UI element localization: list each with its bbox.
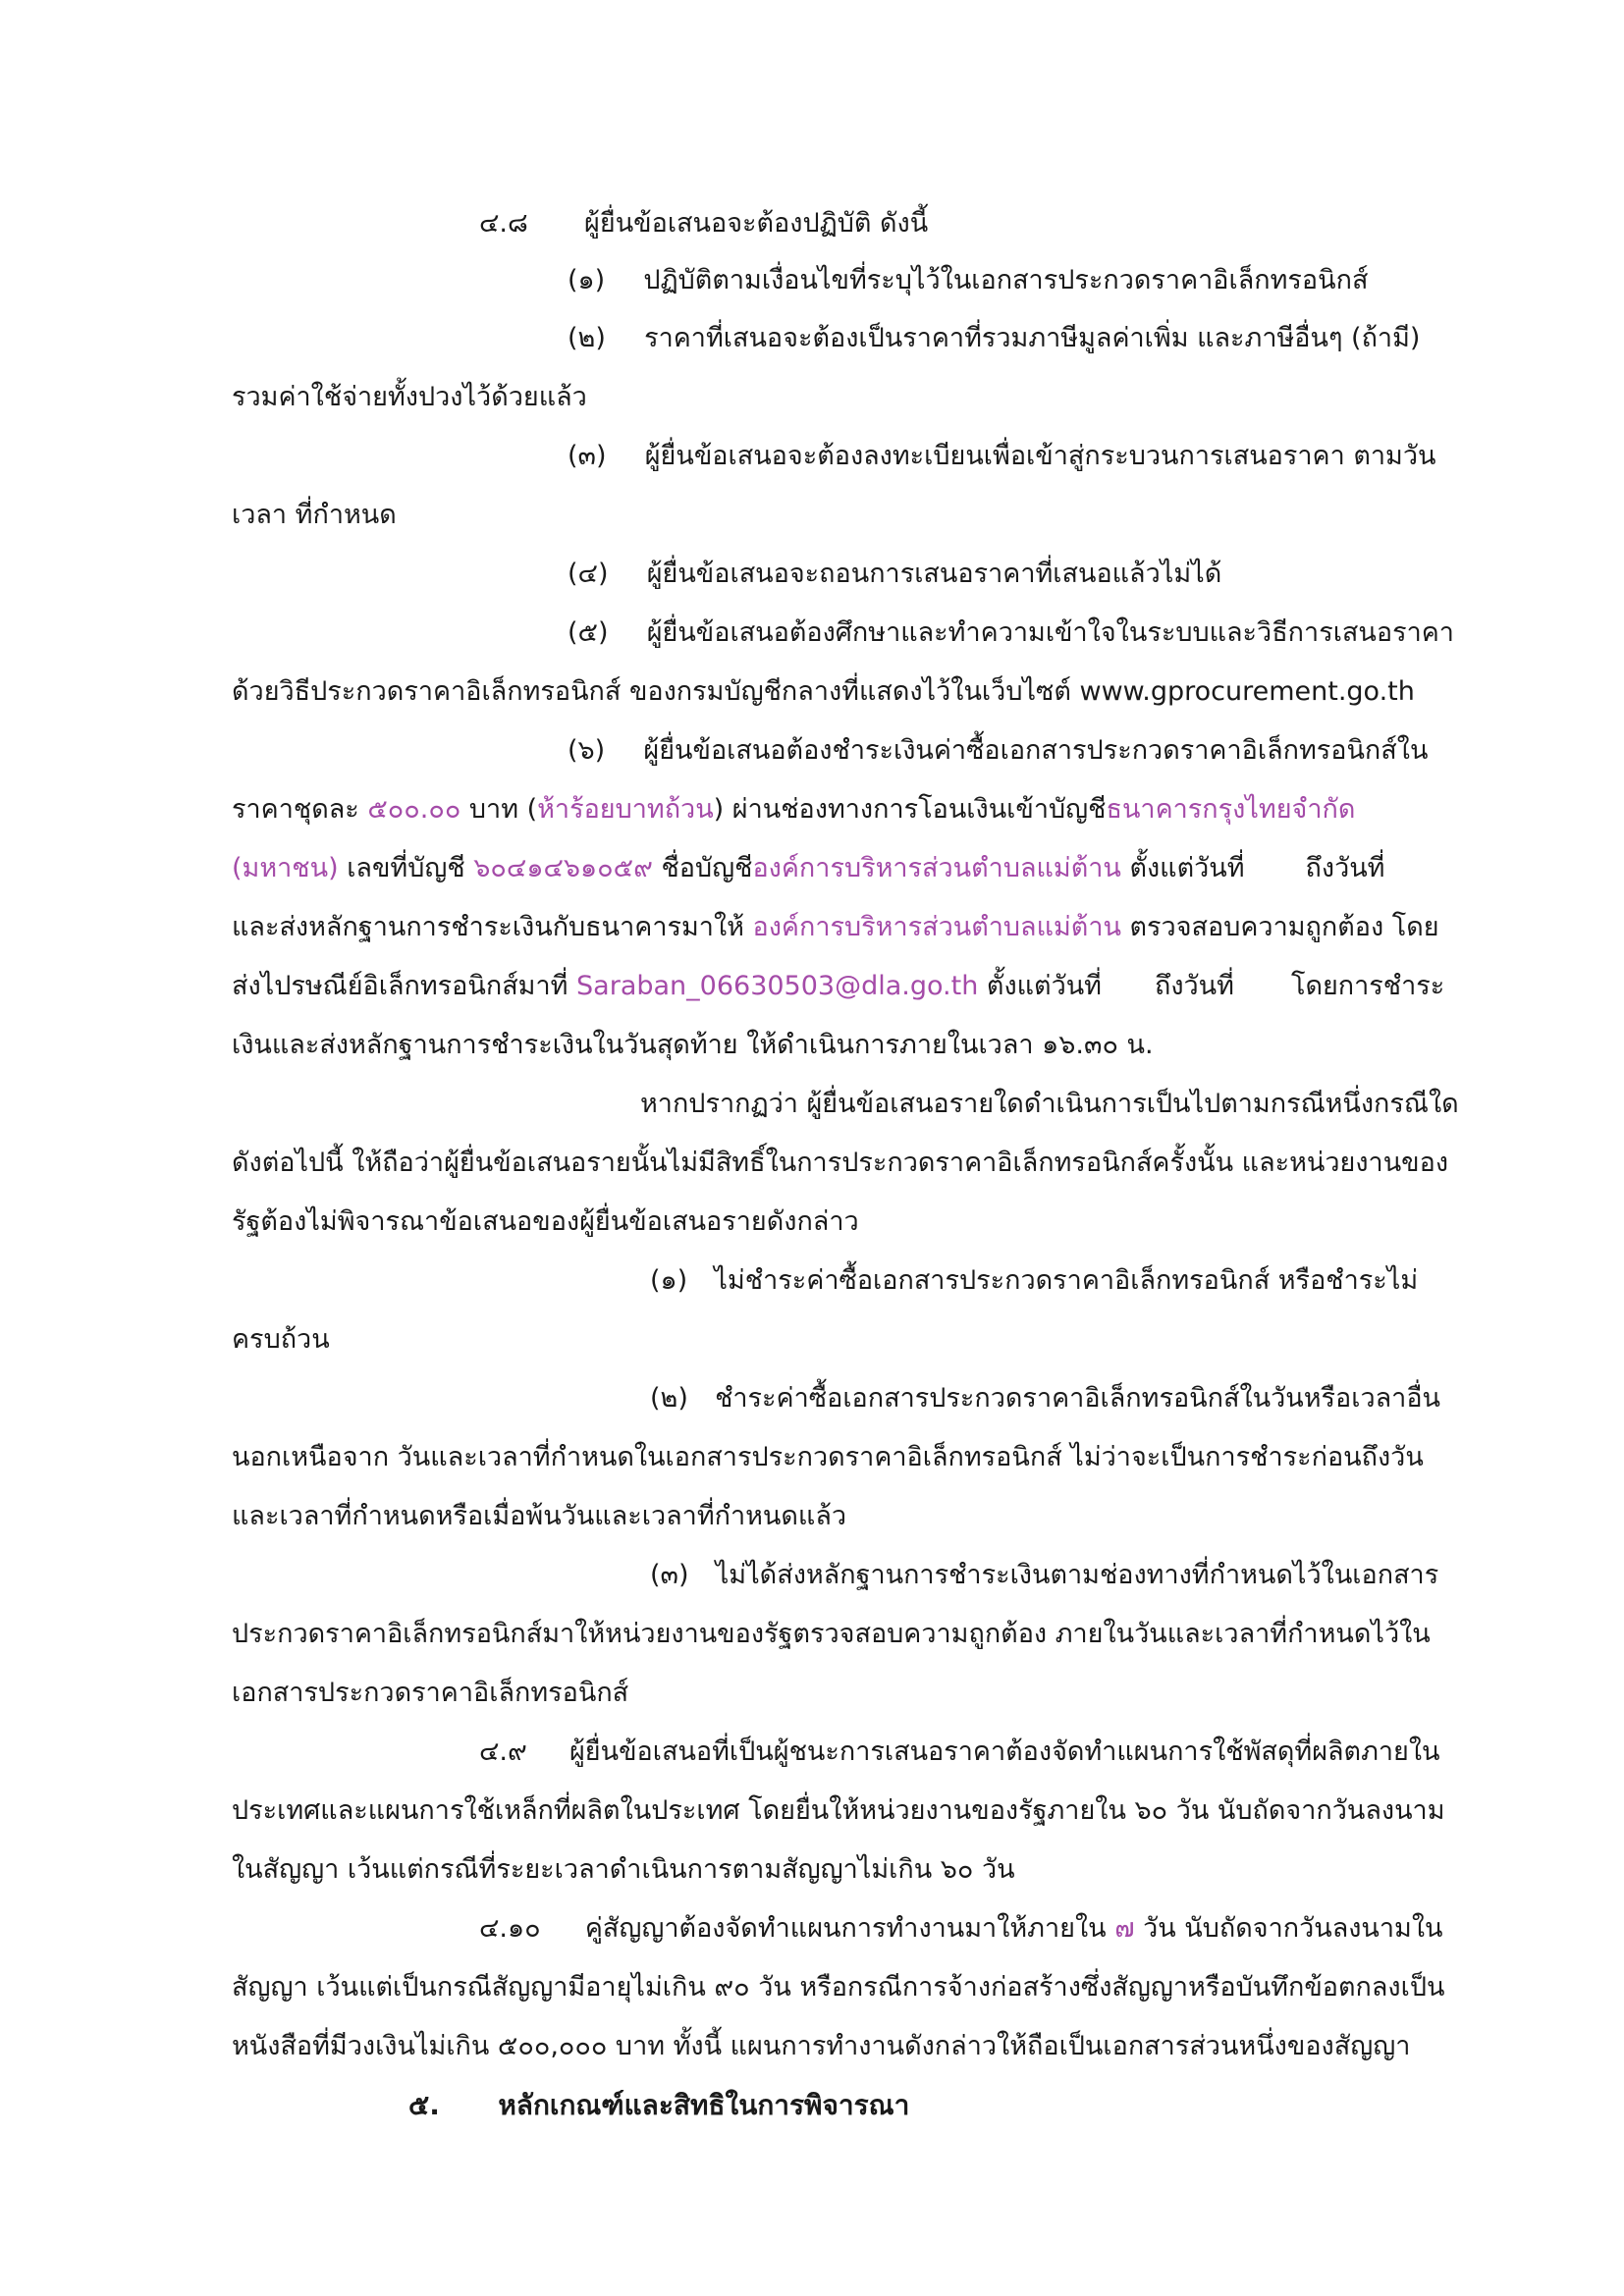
price-value: ๕๐๐.๐๐ — [367, 794, 461, 825]
payment-text: ราคาชุดละ — [232, 794, 368, 825]
case-2-continuation-2: และเวลาที่กำหนดหรือเมื่อพ้นวันและเวลาที่กำหนดแล้ว — [232, 1501, 847, 1531]
case-number: (๑) — [650, 1265, 688, 1296]
payment-line-4 — [232, 959, 1444, 1014]
payment-line-2 — [232, 841, 1384, 896]
item-text: ผู้ยื่นข้อเสนอต้องศึกษาและทำความเข้าใจในระบบและวิธีการเสนอราคา — [646, 617, 1454, 648]
case-1-continuation: ครบถ้วน — [232, 1324, 330, 1355]
payment-text: ) ผ่านช่องทางการโอนเงินเข้าบัญชี — [713, 794, 1107, 825]
item-number: (๒) — [568, 323, 606, 353]
payment-text: ชื่อบัญชี — [652, 853, 753, 883]
rules-line-2: ดังต่อไปนี้ ให้ถือว่าผู้ยื่นข้อเสนอรายนั้นไม่มีสิทธิ์ในการประกวดราคาอิเล็กทรอนิกส์ครั้งนั้น และหน่วยงานของ — [232, 1148, 1449, 1178]
item-text: ผู้ยื่นข้อเสนอต้องชำระเงินค่าซื้อเอกสารประกวดราคาอิเล็กทรอนิกส์ใน — [643, 735, 1429, 766]
case-3-line — [650, 1548, 1438, 1603]
section-4-9-continuation-1: ประเทศและแผนการใช้เหล็กที่ผลิตในประเทศ โดยยื่นให้หน่วยงานของรัฐภายใน ๖๐ วัน นับถัดจากวันลงนาม — [232, 1795, 1445, 1826]
rules-line-3: รัฐต้องไม่พิจารณาข้อเสนอของผู้ยื่นข้อเสนอรายดังกล่าว — [232, 1206, 859, 1237]
item-4-line — [568, 547, 1221, 602]
section-text: ผู้ยื่นข้อเสนอที่เป็นผู้ชนะการเสนอราคาต้องจัดทำแผนการใช้พัสดุที่ผลิตภายใน — [568, 1736, 1440, 1767]
item-number: (๑) — [568, 265, 606, 295]
case-number: (๒) — [650, 1383, 688, 1414]
organization-name: องค์การบริหารส่วนตำบลแม่ต้าน — [752, 912, 1121, 942]
section-4-8-line — [479, 196, 928, 251]
case-text: ชำระค่าซื้อเอกสารประกวดราคาอิเล็กทรอนิกส์ในวันหรือเวลาอื่น — [715, 1383, 1441, 1414]
item-number: (๕) — [568, 617, 609, 648]
item-number: (๖) — [568, 735, 606, 766]
payment-text: และส่งหลักฐานการชำระเงินกับธนาคารมาให้ — [232, 912, 753, 942]
account-number: ๖๐๔๑๔๖๑๐๕๙ — [473, 853, 653, 883]
section-4-10-line — [479, 1901, 1443, 1956]
section-4-10-continuation-2: หนังสือที่มีวงเงินไม่เกิน ๕๐๐,๐๐๐ บาท ทั้งนี้ แผนการทำงานดังกล่าวให้ถือเป็นเอกสารส่วนหนึ่งของสัญญา — [232, 2031, 1411, 2061]
payment-text: ส่งไปรษณีย์อิเล็กทรอนิกส์มาที่ — [232, 971, 577, 1001]
payment-text: บาท ( — [460, 794, 538, 825]
section-4-9-continuation-2: ในสัญญา เว้นแต่กรณีที่ระยะเวลาดำเนินการตามสัญญาไม่เกิน ๖๐ วัน — [232, 1854, 1015, 1885]
payment-text: ถึงวันที่ — [1305, 853, 1385, 883]
payment-line-1 — [232, 782, 1355, 837]
bank-name-suffix: (มหาชน) — [232, 853, 339, 883]
case-text: ไม่ได้ส่งหลักฐานการชำระเงินตามช่องทางที่กำหนดไว้ในเอกสาร — [715, 1560, 1439, 1590]
payment-text: โดยการชำระ — [1290, 971, 1445, 1001]
item-text: ปฏิบัติตามเงื่อนไขที่ระบุไว้ในเอกสารประกวดราคาอิเล็กทรอนิกส์ — [643, 265, 1369, 295]
item-5-line — [568, 606, 1454, 661]
section-title: หลักเกณฑ์และสิทธิในการพิจารณา — [498, 2089, 910, 2121]
days-value: ๗ — [1114, 1913, 1135, 1944]
bank-name: ธนาคารกรุงไทยจำกัด — [1106, 794, 1356, 825]
payment-text: เลขที่บัญชี — [338, 853, 474, 883]
item-text: ผู้ยื่นข้อเสนอจะถอนการเสนอราคาที่เสนอแล้วไม่ได้ — [646, 559, 1222, 589]
item-number: (๔) — [568, 559, 609, 589]
section-text: ผู้ยื่นข้อเสนอจะต้องปฏิบัติ ดังนี้ — [584, 208, 929, 239]
payment-line-3 — [232, 900, 1439, 955]
item-number: (๓) — [568, 441, 607, 471]
email-address: Saraban_06630503@dla.go.th — [576, 971, 979, 1001]
price-in-words: ห้าร้อยบาทถ้วน — [537, 794, 714, 825]
section-number: ๔.๘ — [479, 208, 528, 239]
case-3-continuation-1: ประกวดราคาอิเล็กทรอนิกส์มาให้หน่วยงานของรัฐตรวจสอบความถูกต้อง ภายในวันและเวลาที่กำหนดไว้ใน — [232, 1619, 1431, 1649]
payment-text: ตั้งแต่วันที่ — [978, 971, 1102, 1001]
section-number: ๔.๙ — [479, 1736, 527, 1767]
item-6-line — [568, 723, 1428, 778]
case-2-line — [650, 1371, 1440, 1426]
section-text: คู่สัญญาต้องจัดทำแผนการทำงานมาให้ภายใน — [584, 1913, 1115, 1944]
section-4-10-continuation-1: สัญญา เว้นแต่เป็นกรณีสัญญามีอายุไม่เกิน ๙๐ วัน หรือกรณีการจ้างก่อสร้างซึ่งสัญญาหรือบันทึกข้อตกลงเป็น — [232, 1972, 1445, 2002]
item-text: ราคาที่เสนอจะต้องเป็นราคาที่รวมภาษีมูลค่าเพิ่ม และภาษีอื่นๆ (ถ้ามี) — [644, 323, 1421, 353]
section-number: ๔.๑๐ — [479, 1913, 541, 1944]
item-2-continuation: รวมค่าใช้จ่ายทั้งปวงไว้ด้วยแล้ว — [232, 382, 587, 412]
section-4-9-line — [479, 1725, 1440, 1780]
item-1-line — [568, 253, 1368, 308]
payment-text: ตรวจสอบความถูกต้อง โดย — [1120, 912, 1439, 942]
item-3-line — [568, 429, 1435, 484]
case-2-continuation-1: นอกเหนือจาก วันและเวลาที่กำหนดในเอกสารประกวดราคาอิเล็กทรอนิกส์ ไม่ว่าจะเป็นการชำระก่อนถึงวัน — [232, 1442, 1424, 1472]
item-5-continuation: ด้วยวิธีประกวดราคาอิเล็กทรอนิกส์ ของกรมบัญชีกลางที่แสดงไว้ในเว็บไซต์ www.gprocurement.go.th — [232, 676, 1415, 707]
case-3-continuation-2: เอกสารประกวดราคาอิเล็กทรอนิกส์ — [232, 1678, 629, 1708]
payment-text: ถึงวันที่ — [1154, 971, 1234, 1001]
item-3-continuation: เวลา ที่กำหนด — [232, 500, 397, 530]
section-5-heading — [408, 2078, 909, 2133]
case-text: ไม่ชำระค่าซื้อเอกสารประกวดราคาอิเล็กทรอนิกส์ หรือชำระไม่ — [714, 1265, 1419, 1296]
case-number: (๓) — [650, 1560, 689, 1590]
rules-line-1: หากปรากฏว่า ผู้ยื่นข้อเสนอรายใดดำเนินการเป็นไปตามกรณีหนึ่งกรณีใด — [640, 1089, 1459, 1119]
case-1-line — [650, 1254, 1418, 1308]
account-name: องค์การบริหารส่วนตำบลแม่ต้าน — [752, 853, 1121, 883]
item-2-line — [568, 311, 1420, 366]
payment-text: ตั้งแต่วันที่ — [1120, 853, 1245, 883]
payment-line-5: เงินและส่งหลักฐานการชำระเงินในวันสุดท้าย ให้ดำเนินการภายในเวลา ๑๖.๓๐ น. — [232, 1030, 1154, 1060]
section-number: ๕. — [408, 2089, 440, 2121]
section-text: วัน นับถัดจากวันลงนามใน — [1134, 1913, 1443, 1944]
item-text: ผู้ยื่นข้อเสนอจะต้องลงทะเบียนเพื่อเข้าสู่กระบวนการเสนอราคา ตามวัน — [644, 441, 1436, 471]
